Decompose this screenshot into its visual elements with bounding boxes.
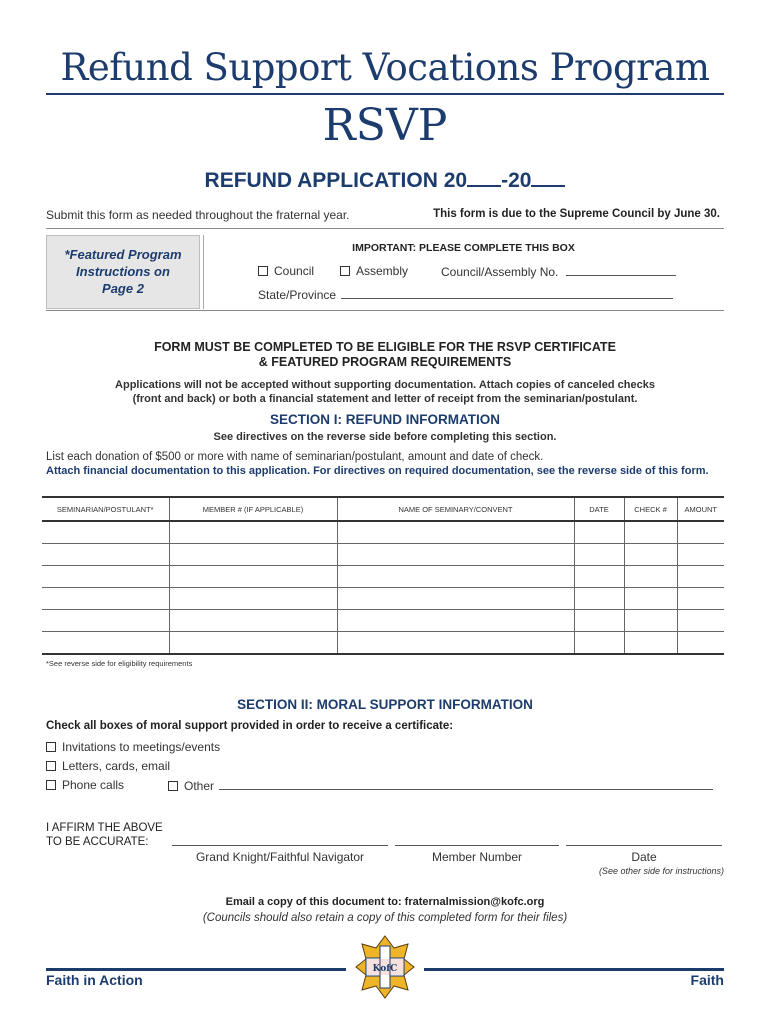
- date-line[interactable]: [566, 845, 722, 846]
- table-cell[interactable]: [624, 632, 677, 655]
- box-bottom-rule: [46, 310, 724, 311]
- featured-program-callout: [46, 235, 200, 309]
- member-number-label: Member Number: [431, 850, 523, 864]
- council-number-label: Council/Assembly No.: [441, 265, 559, 279]
- council-number-field[interactable]: [566, 264, 676, 276]
- table-row: [42, 588, 724, 610]
- table-cell[interactable]: [337, 588, 574, 610]
- section-1-directive: See directives on the reverse side before completing this section.: [213, 431, 557, 443]
- table-cell[interactable]: [337, 544, 574, 566]
- assembly-label: Assembly: [356, 264, 409, 278]
- letters-label: Letters, cards, email: [62, 759, 171, 773]
- table-cell[interactable]: [624, 566, 677, 588]
- council-checkbox[interactable]: [258, 266, 268, 276]
- table-cell[interactable]: [677, 588, 724, 610]
- state-label: State/Province: [258, 288, 337, 302]
- refund-table: [42, 496, 724, 655]
- table-cell[interactable]: [42, 588, 169, 610]
- table-cell[interactable]: [624, 610, 677, 632]
- table-cell[interactable]: [574, 632, 624, 655]
- important-heading: IMPORTANT: PLEASE COMPLETE THIS BOX: [352, 242, 575, 254]
- table-row: [42, 610, 724, 632]
- table-row: [42, 544, 724, 566]
- table-cell[interactable]: [677, 632, 724, 655]
- table-row: [42, 566, 724, 588]
- state-row: [258, 287, 673, 302]
- table-cell[interactable]: [624, 544, 677, 566]
- table-cell[interactable]: [169, 521, 337, 544]
- kofc-logo-text: KofC: [372, 964, 398, 974]
- table-cell[interactable]: [169, 610, 337, 632]
- option-letters[interactable]: [46, 759, 170, 773]
- footer-rule-left: [46, 968, 346, 971]
- documentation-note: [0, 378, 770, 406]
- table-cell[interactable]: [42, 632, 169, 655]
- table-cell[interactable]: [337, 521, 574, 544]
- eligibility-footnote: *See reverse side for eligibility requirements: [46, 659, 193, 668]
- requirements-line-2: & FEATURED PROGRAM REQUIREMENTS: [258, 355, 512, 369]
- submit-note: Submit this form as needed throughout the fraternal year.: [46, 208, 350, 222]
- application-mid: -20: [501, 169, 532, 192]
- grand-knight-label: Grand Knight/Faithful Navigator: [195, 850, 365, 864]
- table-cell[interactable]: [337, 566, 574, 588]
- application-prefix: REFUND APPLICATION 20: [204, 169, 468, 192]
- phone-checkbox[interactable]: [46, 780, 56, 790]
- featured-line-3: Page 2: [102, 281, 144, 296]
- footer-right-text: Faith: [690, 972, 724, 988]
- council-number-row: [441, 264, 676, 279]
- form-title: Refund Support Vocations Program: [60, 46, 710, 89]
- other-field[interactable]: [219, 778, 713, 790]
- col-seminary: NAME OF SEMINARY/CONVENT: [337, 497, 574, 521]
- invitations-label: Invitations to meetings/events: [62, 740, 221, 754]
- table-cell[interactable]: [624, 588, 677, 610]
- other-checkbox[interactable]: [168, 781, 178, 791]
- year-end-blank[interactable]: [531, 168, 565, 187]
- assembly-checkbox-row[interactable]: [340, 264, 408, 278]
- council-label: Council: [274, 264, 315, 278]
- section-2-instruction: Check all boxes of moral support provided in order to receive a certificate:: [46, 720, 454, 732]
- date-label: Date: [631, 850, 657, 864]
- col-member-number: MEMBER # (IF APPLICABLE): [169, 497, 337, 521]
- col-date: DATE: [574, 497, 624, 521]
- affirm-line-2: TO BE ACCURATE:: [46, 836, 149, 848]
- table-cell[interactable]: [677, 544, 724, 566]
- featured-line-1: *Featured Program: [64, 247, 182, 262]
- table-cell[interactable]: [169, 566, 337, 588]
- other-label: Other: [184, 779, 215, 793]
- table-cell[interactable]: [42, 610, 169, 632]
- documentation-line-1: Applications will not be accepted without supporting documentation. Attach copies of canceled checks: [115, 379, 655, 391]
- member-number-line[interactable]: [395, 845, 559, 846]
- table-cell[interactable]: [677, 566, 724, 588]
- requirements-line-1: FORM MUST BE COMPLETED TO BE ELIGIBLE FOR THE RSVP CERTIFICATE: [154, 340, 616, 354]
- letters-checkbox[interactable]: [46, 761, 56, 771]
- affirm-line-1: I AFFIRM THE ABOVE: [46, 822, 163, 834]
- table-cell[interactable]: [42, 566, 169, 588]
- col-seminarian: SEMINARIAN/POSTULANT*: [42, 497, 169, 521]
- table-cell[interactable]: [169, 588, 337, 610]
- see-other-side-note: (See other side for instructions): [598, 866, 724, 876]
- col-check-number: CHECK #: [624, 497, 677, 521]
- section-1-list-note: List each donation of $500 or more with name of seminarian/postulant, amount and date of check.: [46, 451, 544, 463]
- footer-left-text: Faith in Action: [46, 972, 143, 988]
- affirm-statement: [46, 821, 163, 849]
- council-checkbox-row[interactable]: [258, 264, 314, 278]
- box-top-rule: [46, 228, 724, 229]
- table-cell[interactable]: [337, 610, 574, 632]
- kofc-emblem-icon: [354, 934, 416, 1000]
- table-cell[interactable]: [169, 544, 337, 566]
- table-cell[interactable]: [677, 610, 724, 632]
- table-header-row: [42, 497, 724, 521]
- documentation-line-2: (front and back) or both a financial statement and letter of receipt from the seminarian/postulant.: [132, 393, 638, 405]
- assembly-checkbox[interactable]: [340, 266, 350, 276]
- requirements-heading: [0, 340, 770, 370]
- option-phone[interactable]: [46, 778, 124, 792]
- table-cell[interactable]: [42, 521, 169, 544]
- section-2-title: SECTION II: MORAL SUPPORT INFORMATION: [237, 697, 533, 712]
- table-cell[interactable]: [169, 632, 337, 655]
- grand-knight-signature-line[interactable]: [172, 845, 388, 846]
- table-cell[interactable]: [574, 610, 624, 632]
- form-subtitle: RSVP: [322, 100, 448, 151]
- section-1-title: SECTION I: REFUND INFORMATION: [270, 412, 500, 427]
- table-cell[interactable]: [677, 521, 724, 544]
- state-field[interactable]: [341, 287, 673, 299]
- table-cell[interactable]: [574, 521, 624, 544]
- application-heading: [0, 168, 770, 193]
- year-start-blank[interactable]: [467, 168, 501, 187]
- invitations-checkbox[interactable]: [46, 742, 56, 752]
- option-other[interactable]: [168, 778, 713, 793]
- option-invitations[interactable]: [46, 740, 220, 754]
- table-cell[interactable]: [337, 632, 574, 655]
- due-note: This form is due to the Supreme Council by June 30.: [433, 208, 720, 220]
- table-cell[interactable]: [574, 588, 624, 610]
- footer-rule-right: [424, 968, 724, 971]
- phone-label: Phone calls: [62, 778, 125, 792]
- table-cell[interactable]: [574, 544, 624, 566]
- email-note: Email a copy of this document to: fraternalmission@kofc.org: [225, 896, 545, 908]
- table-row: [42, 521, 724, 544]
- table-cell[interactable]: [624, 521, 677, 544]
- section-1-attach-note: Attach financial documentation to this application. For directives on required documentation, see the reverse side of this form.: [46, 465, 709, 477]
- col-amount: AMOUNT: [677, 497, 724, 521]
- table-cell[interactable]: [574, 566, 624, 588]
- retain-note: (Councils should also retain a copy of this completed form for their files): [202, 912, 568, 924]
- featured-line-2: Instructions on: [76, 264, 170, 279]
- table-row: [42, 632, 724, 655]
- table-cell[interactable]: [42, 544, 169, 566]
- title-divider: [46, 93, 724, 95]
